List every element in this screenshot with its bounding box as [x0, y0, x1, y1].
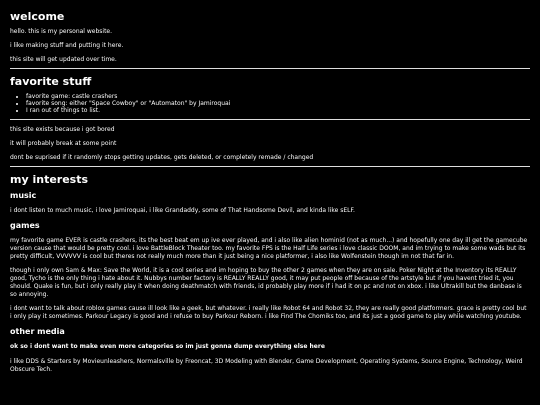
other-media-heading: other media — [10, 327, 65, 336]
list-item: • favorite song: either "Space Cowboy" or "Automaton" by Jamiroquai — [26, 100, 530, 107]
note-line: dont be suprised if it randomly stops getting updates, gets deleted, or completely remade / changed — [10, 154, 314, 161]
music-text: i dont listen to much music, i love Jamiroquai, i like Grandaddy, some of That Handsome Devil, and kinda like sELF. — [10, 207, 355, 214]
welcome-line: hello. this is my personal website. — [10, 28, 113, 35]
favorites-heading: favorite stuff — [10, 75, 92, 88]
games-section — [10, 221, 530, 321]
games-paragraph: i dont want to talk about roblox games cause ill look like a geek, but whatever. i really like Robot 64 and Robot 32, they are really good platformers. grace is pretty cool but i only play it sometimes. Parkour Legacy is good and i refuse to buy Parkour Reborn. i like Find The Chomiks too, and its just a good game to play while watching youtube. — [10, 305, 527, 320]
games-paragraph: though i only own Sam & Max: Save the World, it is a cool series and im hoping to buy the other 2 games when they are on sale. Poker Night at the Inventory its REALLY good, Tycho is the only thing i hate about it. Nubbys number factory is REALLY REALLY good, it may put people off because of the artstyle but if you havent tried it, you should. Quake is fun, but i only really play it when doing deathmatch with friends, id probably play more if i had it on pc and not on xbox. i like Ultrakill but the danbase is so annoying. — [10, 267, 522, 298]
divider — [10, 68, 530, 69]
list-item: • I ran out of things to list. — [26, 107, 530, 114]
interests-heading: my interests — [10, 173, 89, 186]
welcome-heading: welcome — [10, 10, 65, 23]
welcome-line: i like making stuff and putting it here. — [10, 42, 124, 49]
music-section — [10, 191, 530, 215]
welcome-line: this site will get updated over time. — [10, 56, 117, 63]
music-heading: music — [10, 191, 37, 200]
games-heading: games — [10, 221, 40, 230]
divider — [10, 119, 530, 120]
divider — [10, 166, 530, 167]
other-media-text: i like DDS & Starters by Movieunleashers, Normalsville by Freoncat, 3D Modeling with Blender, Game Development, Operating Systems, Source Engine, Technology, Weird Obscure Tech. — [10, 358, 523, 373]
favorites-list — [10, 93, 530, 114]
other-media-section — [10, 327, 530, 374]
note-line: this site exists because i got bored — [10, 126, 115, 133]
games-paragraph: my favorite game EVER is castle crashers, its the best beat em up ive ever played, and i also like alien hominid (not as much...) and hopefully one day ill get the gamecube version cause that would be pretty cool. i love BattleBlock Theater too. my favorite FPS is the Half Life series i love classic DOOM, and im trying to make some wads but its pretty difficult, VVVVVV is cool but theres not really much more than it just being a nice platformer, i also like Wolfenstein though im not that far in. — [10, 237, 528, 260]
other-media-intro: ok so i dont want to make even more categories so im just gonna dump everything else here — [10, 343, 325, 350]
note-line: it will probably break at some point — [10, 140, 117, 147]
list-item: • favorite game: castle crashers — [26, 93, 530, 100]
